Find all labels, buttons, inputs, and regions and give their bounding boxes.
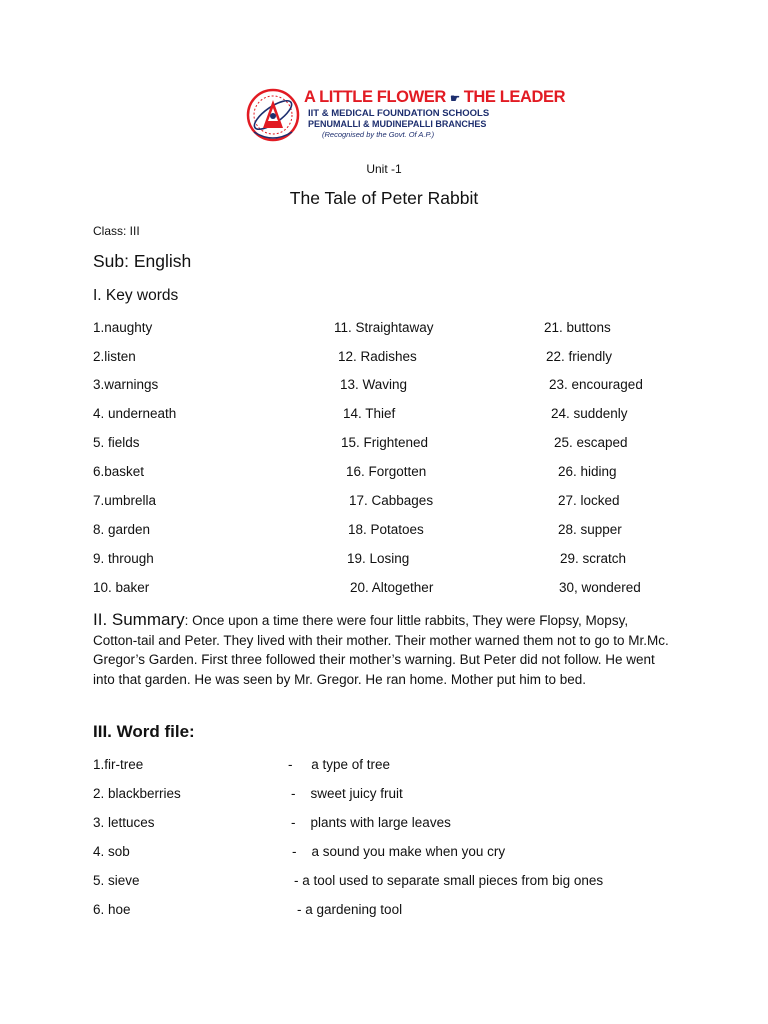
key-word-item: 1.naughty: [93, 320, 153, 335]
key-word-item: 30, wondered: [559, 580, 641, 595]
key-word-item: 25. escaped: [554, 435, 628, 450]
key-word-item: 18. Potatoes: [348, 522, 424, 537]
key-word-item: 28. supper: [558, 522, 622, 537]
subject-label: Sub: English: [93, 251, 192, 271]
key-word-item: 19. Losing: [347, 551, 410, 566]
key-word-item: 16. Forgotten: [346, 464, 427, 479]
school-recognition: (Recognised by the Govt. Of A.P.): [322, 130, 435, 139]
key-word-item: 8. garden: [93, 522, 151, 537]
word-file-term: 4. sob: [93, 844, 130, 859]
key-word-item: 6.basket: [93, 464, 145, 479]
key-word-item: 21. buttons: [544, 320, 611, 335]
key-word-item: 9. through: [93, 551, 154, 566]
school-logo: [246, 88, 566, 144]
key-word-item: 10. baker: [93, 580, 150, 595]
class-label: Class: III: [93, 224, 140, 238]
summary-body: : Once upon a time there were four little rabbits, They were Flopsy, Mopsy, Cotton-tail and Peter. They lived with their mother. Their mother warned them not to go to Mr.Mc. Gregor’s Garden. First three followed their mother’s warning. But Peter did not follow. He went into that garden. He was seen by Mr. Gregor. He ran home. Mother put him to bed.: [93, 613, 669, 687]
school-subtitle: IIT & MEDICAL FOUNDATION SCHOOLS: [308, 108, 490, 119]
word-file-term: 3. lettuces: [93, 815, 155, 830]
key-word-item: 26. hiding: [558, 464, 617, 479]
key-words-heading: I. Key words: [93, 287, 179, 304]
word-file-term: 2. blackberries: [93, 786, 181, 801]
word-file-heading: III. Word file:: [93, 722, 195, 741]
key-word-item: 3.warnings: [93, 377, 159, 392]
word-file-definition: - plants with large leaves: [291, 815, 451, 830]
word-file-term: 5. sieve: [93, 873, 140, 888]
key-word-item: 4. underneath: [93, 406, 177, 421]
key-word-item: 14. Thief: [343, 406, 396, 421]
key-word-item: 17. Cabbages: [349, 493, 434, 508]
key-word-item: 22. friendly: [546, 349, 613, 364]
unit-label: Unit -1: [366, 162, 402, 176]
word-file-definition: - a gardening tool: [297, 902, 403, 917]
word-file-term: 6. hoe: [93, 902, 131, 917]
school-emblem-icon: [246, 88, 300, 142]
page-title: The Tale of Peter Rabbit: [289, 188, 479, 208]
key-word-item: 13. Waving: [340, 377, 408, 392]
key-word-item: 11. Straightaway: [334, 320, 434, 335]
summary-section: [93, 610, 673, 689]
key-word-item: 27. locked: [558, 493, 620, 508]
key-word-item: 7.umbrella: [93, 493, 157, 508]
summary-heading: II. Summary: [93, 610, 185, 629]
key-word-item: 5. fields: [93, 435, 140, 450]
school-branches: PENUMALLI & MUDINEPALLI BRANCHES: [308, 119, 487, 129]
word-file-term: 1.fir-tree: [93, 757, 144, 772]
key-word-item: 12. Radishes: [338, 349, 417, 364]
key-word-item: 2.listen: [93, 349, 136, 364]
school-name-part2: THE LEADER: [463, 88, 566, 106]
key-word-item: 24. suddenly: [551, 406, 628, 421]
key-word-item: 29. scratch: [560, 551, 627, 566]
school-name-part1: A LITTLE FLOWER: [304, 88, 446, 106]
key-word-item: 23. encouraged: [549, 377, 643, 392]
pointing-hand-icon: ☛: [450, 93, 460, 105]
key-word-item: 15. Frightened: [341, 435, 429, 450]
word-file-definition: - sweet juicy fruit: [291, 786, 403, 801]
word-file-definition: - a type of tree: [288, 757, 391, 772]
key-word-item: 20. Altogether: [350, 580, 434, 595]
word-file-definition: - a sound you make when you cry: [292, 844, 506, 859]
word-file-definition: - a tool used to separate small pieces from big ones: [294, 873, 604, 888]
